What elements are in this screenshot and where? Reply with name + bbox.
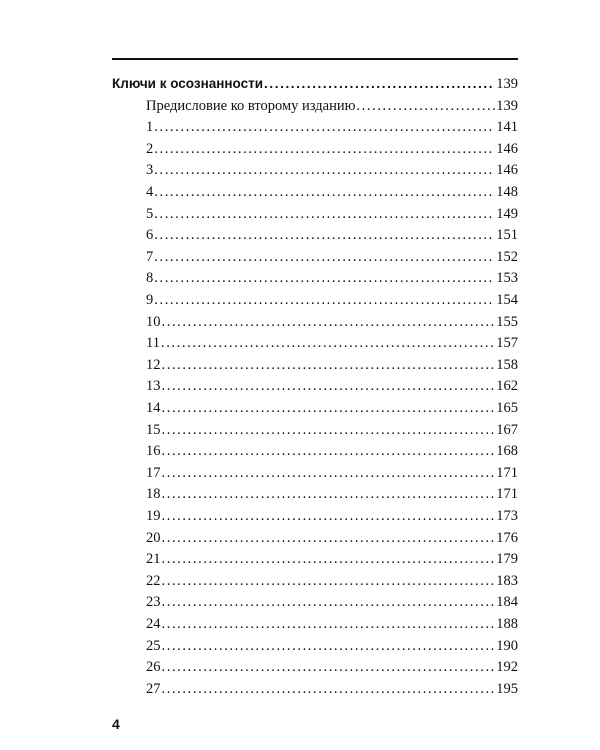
toc-entry-row[interactable] xyxy=(146,117,518,137)
toc-entry-label: 12 xyxy=(146,356,161,373)
toc-entry-label: 27 xyxy=(146,680,161,697)
toc-entry-label: 18 xyxy=(146,486,161,503)
toc-entry-row[interactable] xyxy=(146,441,518,461)
toc-entry-row[interactable] xyxy=(146,398,518,418)
dot-leader xyxy=(162,376,496,396)
dot-leader xyxy=(154,290,495,310)
toc-entry-label: 23 xyxy=(146,594,161,611)
dot-leader xyxy=(162,636,496,656)
dot-leader xyxy=(154,117,495,137)
toc-entry-label: 4 xyxy=(146,183,154,200)
toc-entry-page: 146 xyxy=(496,162,518,179)
toc-entry-label: 3 xyxy=(146,162,154,179)
toc-entry-page: 157 xyxy=(496,335,518,352)
toc-entry-page: 162 xyxy=(496,378,518,395)
toc-entry-label: 21 xyxy=(146,551,161,568)
toc-entry-label: 15 xyxy=(146,421,161,438)
toc-entry-row[interactable] xyxy=(146,160,518,180)
toc-entry-row[interactable] xyxy=(146,484,518,504)
toc-entry-row[interactable] xyxy=(146,549,518,569)
toc-entry-row[interactable] xyxy=(146,139,518,159)
toc-entry-page: 179 xyxy=(496,551,518,568)
toc-entry-label: 11 xyxy=(146,335,160,352)
toc-entry-page: 152 xyxy=(496,248,518,265)
toc-entry-page: 148 xyxy=(496,183,518,200)
toc-entry-row[interactable] xyxy=(146,247,518,267)
dot-leader xyxy=(264,74,495,94)
toc-entry-page: 171 xyxy=(496,486,518,503)
toc-entry-row[interactable] xyxy=(146,312,518,332)
toc-entry-label: Предисловие ко второму изданию xyxy=(146,97,356,114)
toc-entry-label: 22 xyxy=(146,572,161,589)
dot-leader xyxy=(161,333,495,353)
toc-entry-row[interactable] xyxy=(146,571,518,591)
toc-entry-row[interactable] xyxy=(146,420,518,440)
dot-leader xyxy=(162,592,496,612)
toc-entry-page: 165 xyxy=(496,399,518,416)
toc-entry-row[interactable] xyxy=(146,376,518,396)
toc-entry-page: 139 xyxy=(496,97,518,114)
dot-leader xyxy=(162,571,496,591)
toc-entry-page: 195 xyxy=(496,680,518,697)
toc-entry-row[interactable] xyxy=(146,225,518,245)
dot-leader xyxy=(162,484,496,504)
dot-leader xyxy=(154,247,495,267)
toc-entry-page: 171 xyxy=(496,464,518,481)
toc-entry-label: 9 xyxy=(146,291,154,308)
toc-entry-label: 14 xyxy=(146,399,161,416)
toc-entry-row[interactable] xyxy=(146,355,518,375)
dot-leader xyxy=(162,679,496,699)
toc-entry-page: 153 xyxy=(496,270,518,287)
dot-leader xyxy=(162,463,496,483)
toc-entry-row[interactable] xyxy=(146,268,518,288)
dot-leader xyxy=(356,96,495,116)
toc-entry-row[interactable] xyxy=(146,290,518,310)
toc-entry-page: 146 xyxy=(496,140,518,157)
dot-leader xyxy=(154,268,495,288)
dot-leader xyxy=(154,225,495,245)
dot-leader xyxy=(162,420,496,440)
toc-entry-page: 149 xyxy=(496,205,518,222)
toc-entry-label: 24 xyxy=(146,615,161,632)
dot-leader xyxy=(162,657,496,677)
toc-entry-page: 192 xyxy=(496,659,518,676)
toc-entry-label: 19 xyxy=(146,507,161,524)
toc-entry-page: 184 xyxy=(496,594,518,611)
toc-entry-page: 141 xyxy=(496,119,518,136)
toc-entry-page: 158 xyxy=(496,356,518,373)
header-rule xyxy=(112,58,518,60)
toc-heading-row[interactable] xyxy=(112,74,518,94)
dot-leader xyxy=(162,528,496,548)
toc-entry-row[interactable] xyxy=(146,506,518,526)
toc-entry-row[interactable] xyxy=(146,528,518,548)
toc-entry-row[interactable] xyxy=(146,204,518,224)
dot-leader xyxy=(162,549,496,569)
toc-entry-page: 167 xyxy=(496,421,518,438)
toc-entry-page: 183 xyxy=(496,572,518,589)
toc-entry-page: 155 xyxy=(496,313,518,330)
toc-entry-row[interactable] xyxy=(146,96,518,116)
dot-leader xyxy=(154,160,495,180)
toc-entry-page: 176 xyxy=(496,529,518,546)
toc-entry-label: 20 xyxy=(146,529,161,546)
dot-leader xyxy=(154,204,495,224)
toc-entry-label: 8 xyxy=(146,270,154,287)
toc-entry-page: 190 xyxy=(496,637,518,654)
toc-entry-row[interactable] xyxy=(146,636,518,656)
toc-entry-page: 151 xyxy=(496,227,518,244)
toc-heading-label: Ключи к осознанности xyxy=(112,76,264,91)
dot-leader xyxy=(154,182,495,202)
toc-entry-row[interactable] xyxy=(146,614,518,634)
toc-heading-page: 139 xyxy=(496,76,518,92)
toc-entry-label: 5 xyxy=(146,205,154,222)
dot-leader xyxy=(162,355,496,375)
toc-entry-label: 1 xyxy=(146,119,154,136)
toc-entry-page: 168 xyxy=(496,443,518,460)
toc-entry-label: 13 xyxy=(146,378,161,395)
toc-entry-label: 25 xyxy=(146,637,161,654)
toc-entry-page: 173 xyxy=(496,507,518,524)
dot-leader xyxy=(162,614,496,634)
toc-entry-row[interactable] xyxy=(146,592,518,612)
page-number: 4 xyxy=(112,716,120,732)
toc-entry-label: 6 xyxy=(146,227,154,244)
toc-entry-row[interactable] xyxy=(146,679,518,699)
toc-entry-label: 7 xyxy=(146,248,154,265)
toc-entry-row[interactable] xyxy=(146,333,518,353)
toc-entry-row[interactable] xyxy=(146,182,518,202)
toc-entry-label: 10 xyxy=(146,313,161,330)
toc-entry-label: 26 xyxy=(146,659,161,676)
toc-entry-page: 154 xyxy=(496,291,518,308)
toc-entry-label: 17 xyxy=(146,464,161,481)
toc-entry-label: 16 xyxy=(146,443,161,460)
dot-leader xyxy=(154,139,495,159)
dot-leader xyxy=(162,441,496,461)
toc-entry-page: 188 xyxy=(496,615,518,632)
dot-leader xyxy=(162,506,496,526)
dot-leader xyxy=(162,398,496,418)
dot-leader xyxy=(162,312,496,332)
toc-entry-label: 2 xyxy=(146,140,154,157)
toc-entry-row[interactable] xyxy=(146,463,518,483)
toc-entry-row[interactable] xyxy=(146,657,518,677)
